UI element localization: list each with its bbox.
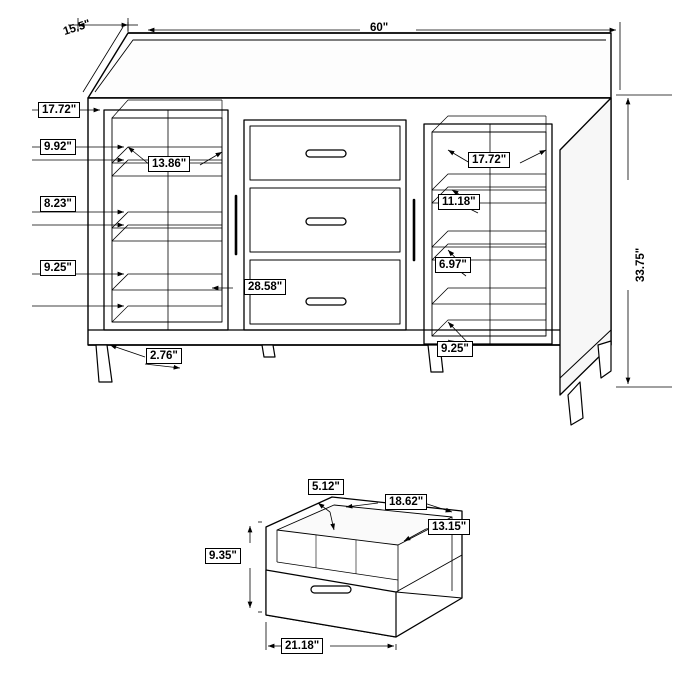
dim-drawer-width: 28.58": [244, 279, 286, 295]
dim-drawer-lip: 5.12": [308, 479, 344, 495]
dim-drawer-height: 9.35": [205, 548, 241, 564]
dim-left-shelf-3: 9.25": [40, 260, 76, 276]
dim-left-depth: 13.86": [148, 156, 190, 172]
dim-right-shelf-2: 6.97": [435, 257, 471, 273]
dim-left-shelf-2: 8.23": [40, 196, 76, 212]
dim-depth: 15.5": [61, 17, 93, 39]
dim-right-shelf-1: 11.18": [438, 194, 480, 210]
dim-right-top-open: 17.72": [468, 152, 510, 168]
dim-right-shelf-3: 9.25": [437, 341, 473, 357]
dim-left-shelf-1: 9.92": [40, 139, 76, 155]
dim-drawer-interior-depth: 13.15": [428, 519, 470, 535]
dim-drawer-interior-width: 18.62": [385, 494, 427, 510]
dim-drawer-face-width: 21.18": [281, 638, 323, 654]
dim-left-top-open: 17.72": [38, 102, 80, 118]
dim-leg-height: 2.76": [146, 348, 182, 364]
dim-height: 33.75": [635, 247, 647, 282]
dim-width: 60": [370, 22, 389, 34]
